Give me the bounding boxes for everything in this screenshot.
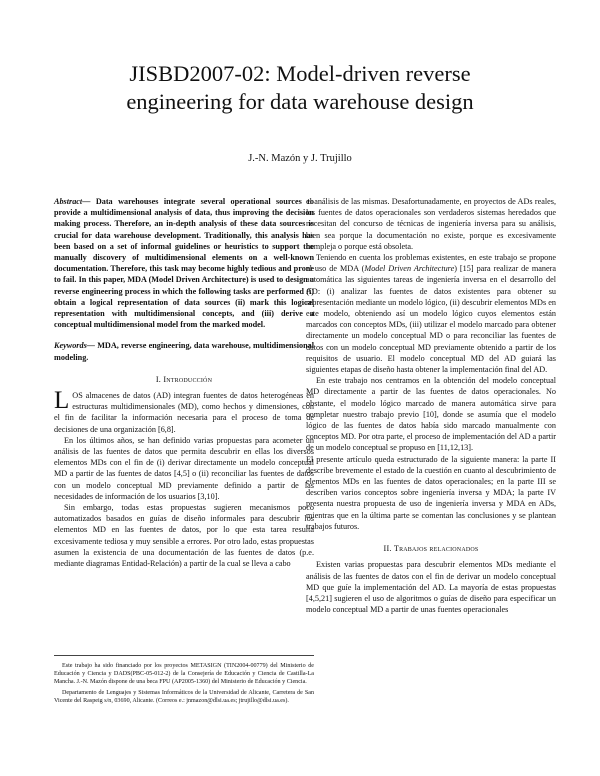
title-line-1: JISBD2007-02: Model-driven reverse [129, 61, 471, 86]
keywords-text: MDA, reverse engineering, data warehouse, multidimensional modeling. [54, 341, 314, 362]
intro-paragraph-1-text: OS almacenes de datos (AD) integran fuentes de datos heterogéneas en estructuras multidimensionales (MD), como hechos y dimensiones, con el fin de facilitar la información necesaria para el proceso de toma de decisiones de una organización [6,8]. [54, 391, 314, 434]
drop-cap: L [54, 387, 70, 415]
abstract-text: Data warehouses integrate several operational sources to provide a multidimensional analysis of data, thus improving the decision making process. Therefore, an in-depth analysis of these data sources is crucial for data warehouse development. Traditionally, this analysis has been based on a set of informal guidelines or heuristics to support the manually discovery of multidimensional elements on a well-known documentation. Therefore, this task may become highly tedious and prone to fail. In this paper, MDA (Model Driven Architecture) is used to design a reverse engineering process in which the following tasks are performed (i) obtain a logical representation of data sources (ii) mark this logical representation with multidimensional concepts, and (iii) derive a conceptual multidimensional model from the marked model. [54, 197, 315, 330]
section-heading-introduccion [54, 374, 314, 385]
right-paragraph-2-a: Teniendo en cuenta los problemas existentes, en este trabajo se propone el uso de MDA ( [306, 253, 556, 274]
right-column [306, 196, 556, 615]
intro-paragraph-2: En los últimos años, se han definido varias propuestas para acometer un análisis de las fuentes de datos que permita descubrir en ellas los diversos elementos MDs con el fin de (i) derivar directamente un modelo conceptual MD a partir de las fuentes de datos [4,5] o (ii) reconciliar las fuentes de datos con un modelo conceptual MD previamente definido a partir de las necesidades de información de los usuarios [3,10]. [54, 435, 314, 501]
footnote-affiliation: Departamento de Lenguajes y Sistemas Informáticos de la Universidad de Alicante, Carretera de San Vicente del Raspeig s/n, 03690, Alicante. (Correos e.: jnmazon@dlsi.ua.es; jtrujillo@dlsi.ua.es). [54, 689, 314, 704]
related-work-paragraph-1: Existen varias propuestas para descubrir elementos MDs mediante el análisis de las fuentes de datos con el fin de derivar un modelo conceptual MD que guíe la implementación del AD. La mayoría de estas propuestas [4,5,21] sugieren el uso de algoritmos o guías de diseño para especificar un modelo conceptual MD a partir de unas fuentes operacionales [306, 560, 556, 615]
right-paragraph-4: El presente artículo queda estructurado de la siguiente manera: la parte II describe brevemente el estado de la cuestión en cuanto al descubrimiento de elementos MDs en las fuentes de datos operacionales; en la parte III se describen varios conceptos sobre ingeniería inversa y MDA; la parte IV presenta nuestra propuesta de uso de ingeniería inversa y MDA en ADs, mientras que en la última parte se comentan las conclusiones y se plantean trabajos futuros. [306, 454, 556, 531]
right-paragraph-2-b: ) [15] para realizar de manera automática las siguientes tareas de ingeniería inversa en el desarrollo del AD: (i) analizar las fuentes de datos existentes para obtener su representación mediante un modelo lógico, (ii) descubrir elementos MDs en este modelo, obteniendo así un modelo lógico cuyos elementos están marcados con conceptos MDs, (iii) utilizar el modelo marcado para obtener directamente un modelo conceptual MD o para reconciliar las fuentes de datos con un modelo conceptual MD previamente obtenido a partir de los requisitos de usuario. El modelo conceptual MD del AD guiará las siguientes etapas de diseño hasta obtener la implementación final del AD. [306, 264, 557, 375]
keywords [54, 340, 314, 362]
section-number: I. [155, 374, 162, 384]
paper-title [0, 60, 600, 116]
section-heading-trabajos-relacionados [306, 543, 556, 554]
right-paragraph-3: En este trabajo nos centramos en la obtención del modelo conceptual MD directamente a partir de las fuentes de datos operacionales. No obstante, el modelo lógico marcado de manera automática sirve para completar nuestro trabajo previo [10], donde se asumía que el modelo lógico de las fuentes de datos había sido marcado manualmente con conceptos MD. Por otra parte, el proceso de implementación del AD a partir de un modelo conceptual se propuso en [11,12,13]. [306, 376, 556, 453]
section-title: Introducción [163, 374, 213, 384]
title-line-2: engineering for data warehouse design [126, 89, 474, 114]
abstract-label: Abstract— [54, 197, 91, 206]
right-paragraph-2 [306, 252, 556, 375]
footnote-funding: Este trabajo ha sido financiado por los proyectos METASIGN (TIN2004-00779) del Ministerio de Educación y Ciencia y DADS(PBC-05-012-2) de la Consejería de Educación y Ciencia de Castilla-La Mancha. J.-N. Mazón dispone de una beca FPU (AP2005-1360) del Ministerio de Educación y Ciencia. [54, 663, 314, 686]
intro-paragraph-1 [54, 387, 314, 435]
abstract [54, 196, 314, 330]
footnote [54, 655, 314, 707]
section-title: Trabajos relacionados [393, 544, 479, 554]
keywords-label: Keywords— [54, 341, 95, 351]
authors: J.-N. Mazón y J. Trujillo [248, 153, 352, 164]
intro-paragraph-3: Sin embargo, todas estas propuestas sugieren mecanismos poco automatizados basados en guías de diseño informales para descubrir los elementos MD en las fuentes de datos, por lo que esta tarea resulta excesivamente tediosa y muy sensible a errores. Por otro lado, estas propuestas asumen la existencia de una documentación de las fuentes de datos (p.e. mediante diagramas Entidad-Relación) a partir de la cual se lleva a cabo [54, 503, 314, 569]
section-number: II. [383, 544, 392, 554]
right-paragraph-1: el análisis de las mismas. Desafortunadamente, en proyectos de ADs reales, las fuentes de datos operacionales son verdaderos sistemas heredados que necesitan del concurso de técnicas de ingeniería inversa para su análisis, bien sea porque la documentación no existe, porque es excesivamente compleja o porque está obsoleta. [306, 197, 556, 251]
left-column [54, 196, 314, 569]
mda-expansion: Model Driven Architecture [364, 264, 455, 274]
